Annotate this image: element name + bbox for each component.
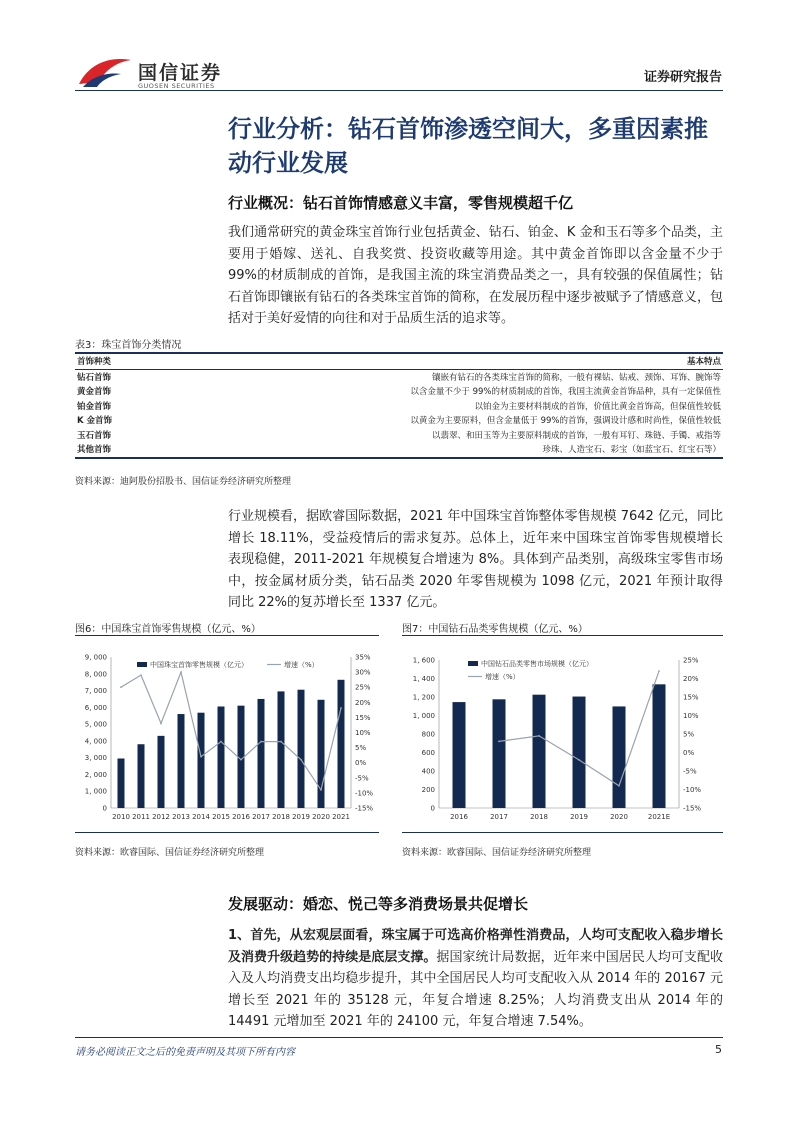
x-tick-label: 2019 [570, 813, 588, 821]
y-left-tick-label: 5, 000 [84, 720, 107, 729]
growth-point [320, 789, 322, 791]
x-tick-label: 2020 [610, 813, 628, 821]
x-tick-label: 2015 [212, 813, 230, 821]
y-left-tick-label: 9, 000 [84, 653, 107, 662]
bar [278, 691, 285, 808]
bar [258, 699, 265, 808]
fig7-chart [402, 640, 723, 830]
y-right-tick-label: 30% [355, 668, 371, 677]
y-left-tick-label: 1, 000 [84, 787, 107, 796]
legend-bar-label: 中国珠宝首饰零售规模（亿元） [150, 661, 248, 669]
section-title: 行业分析：钻石首饰渗透空间大，多重因素推动行业发展 [228, 115, 708, 177]
fig6-source: 资料来源：欧睿国际、国信证券经济研究所整理 [75, 848, 265, 858]
bar [118, 759, 125, 808]
fig7-title: 图7：中国钻石品类零售规模（亿元、%） [402, 624, 588, 635]
x-tick-label: 2017 [252, 813, 270, 821]
y-left-tick-label: 7, 000 [84, 687, 107, 696]
growth-point [658, 670, 660, 672]
subsection-title-drivers: 发展驱动：婚恋、悦己等多消费场景共促增长 [228, 895, 529, 913]
growth-line [121, 672, 341, 790]
table-cell-feature: 以黄金为主要原料，但含金量低于 99%的首饰，强调设计感和时尚性，保值性较低 [410, 416, 721, 427]
table-cell-category: K 金首饰 [77, 416, 113, 427]
growth-point [618, 785, 620, 787]
x-tick-label: 2021E [647, 813, 671, 821]
x-tick-label: 2020 [312, 813, 330, 821]
y-right-tick-label: -10% [683, 786, 702, 794]
bar [158, 736, 165, 808]
x-tick-label: 2013 [172, 813, 190, 821]
growth-point [140, 674, 142, 676]
x-tick-label: 2010 [112, 813, 130, 821]
fig7-source: 资料来源：欧睿国际、国信证券经济研究所整理 [402, 848, 592, 858]
y-right-tick-label: 15% [683, 693, 699, 702]
x-tick-label: 2012 [152, 813, 170, 821]
y-right-tick-label: 20% [355, 698, 371, 707]
growth-point [280, 741, 282, 743]
y-right-tick-label: 15% [355, 713, 371, 722]
growth-point [300, 759, 302, 761]
y-right-tick-label: 10% [683, 712, 699, 720]
logo [75, 54, 135, 90]
table-row [75, 369, 723, 384]
paragraph-drivers [228, 925, 723, 1033]
table-cell-feature: 以翡翠、和田玉等为主要原料制成的首饰，一般有耳钉、珠链、手镯、戒指等 [431, 430, 721, 441]
y-right-tick-label: 5% [355, 744, 367, 753]
growth-point [260, 741, 262, 743]
bar [198, 713, 205, 808]
y-left-tick-label: 0 [430, 804, 435, 813]
table-cell-feature: 镶嵌有钻石的各类珠宝首饰的简称，一般有裸钻、钻戒、颈饰、耳饰、腕饰等 [431, 372, 721, 383]
table-row [75, 399, 723, 414]
paragraph-intro: 我们通常研究的黄金珠宝首饰行业包括黄金、钻石、铂金、K 金和玉石等多个品类，主要用于婚嫁、送礼、自我奖赏、投资收藏等用途。其中黄金首饰即以含金量不少于 99%的材质制成的首饰，是我国主流的珠宝消费品类之一，具有较强的保值属性；钻石首饰即镶嵌有钻石的各类珠宝首饰的简称，在发展历程中逐步被赋予了情感意义，包括对于美好爱情的向往和对于品质生活的追求等。 [228, 225, 723, 326]
growth-point [160, 723, 162, 725]
legend-line-label: 增速（%） [284, 661, 319, 669]
y-left-tick-label: 8, 000 [84, 670, 107, 679]
x-tick-label: 2018 [272, 813, 290, 821]
legend-bar-swatch [137, 662, 147, 667]
table-title: 表3：珠宝首饰分类情况 [75, 340, 182, 351]
growth-point [180, 671, 182, 673]
x-tick-label: 2019 [292, 813, 310, 821]
x-tick-label: 2018 [530, 813, 548, 821]
page-number: 5 [715, 1043, 722, 1056]
x-tick-label: 2014 [192, 813, 210, 821]
bar [573, 697, 586, 808]
y-right-tick-label: 0% [683, 749, 695, 757]
bar [533, 695, 546, 808]
fig6-chart [75, 640, 383, 830]
y-right-tick-label: -15% [355, 804, 374, 813]
bar [298, 690, 305, 808]
bar [453, 702, 466, 808]
x-tick-label: 2017 [490, 813, 508, 821]
logo-name: 国信证券 [138, 62, 223, 84]
table-row [75, 428, 723, 443]
y-right-tick-label: 20% [683, 675, 699, 683]
fig7-bottom-rule [402, 832, 723, 833]
y-right-tick-label: -15% [683, 804, 702, 813]
growth-point [200, 756, 202, 758]
paragraph-drivers-lead: 1、首先，从宏观层面看，珠宝属于可选高价格弹性消费品，人均可支配收入稳步增长及消费升级趋势的持续是底层支撑。 [228, 928, 723, 965]
y-left-tick-label: 600 [421, 749, 435, 757]
legend-bar-label: 中国钻石品类零售市场规模（亿元） [481, 660, 593, 668]
bar [493, 699, 506, 808]
bar [653, 684, 666, 808]
table-cell-feature: 珍珠、人造宝石、彩宝（如蓝宝石、红宝石等） [147, 442, 723, 458]
y-right-tick-label: -10% [355, 789, 374, 798]
subsection-title-overview: 行业概况：钻石首饰情感意义丰富，零售规模超千亿 [228, 194, 574, 212]
x-tick-label: 2016 [232, 813, 250, 821]
bar [178, 714, 185, 808]
paragraph-market-size: 行业规模看，据欧睿国际数据，2021 年中国珠宝首饰整体零售规模 7642 亿元，同比增长 18.11%，受益疫情后的需求复苏。总体上，近年来中国珠宝首饰零售规模增长表现稳健，2011-2021 年规模复合增速为 8%。具体到产品类别，高级珠宝零售市场中，按金属材质分类，钻石品类 2020 年零售规模为 1098 亿元，2021 年预计取得同比 22%的复苏增长至 1337 亿元。 [228, 509, 723, 610]
y-left-tick-label: 400 [421, 767, 435, 776]
footer-divider [75, 1037, 723, 1038]
y-left-tick-label: 4, 000 [84, 737, 107, 746]
y-left-tick-label: 800 [421, 730, 435, 739]
growth-point [120, 686, 122, 688]
table-cell-category: 黄金首饰 [77, 387, 112, 398]
y-right-tick-label: 10% [355, 729, 371, 737]
growth-point [240, 759, 242, 761]
growth-point [578, 759, 580, 761]
table-cell-feature: 以含金量不少于 99%的材质制成的首饰，我国主流黄金首饰品种，具有一定保值性 [410, 387, 721, 398]
y-left-tick-label: 1, 000 [412, 712, 435, 720]
y-left-tick-label: 6, 000 [84, 703, 107, 712]
y-left-tick-label: 1, 400 [412, 675, 435, 683]
bar [318, 700, 325, 808]
bar [338, 680, 345, 808]
table-row [75, 413, 723, 428]
table-header-row [75, 353, 723, 369]
table-row [75, 384, 723, 399]
table-header-category: 首饰种类 [75, 353, 147, 369]
jewelry-category-table [75, 352, 723, 459]
x-tick-label: 2021 [332, 813, 350, 821]
y-left-tick-label: 1, 200 [412, 693, 435, 702]
x-tick-label: 2011 [132, 813, 150, 821]
y-right-tick-label: 25% [355, 683, 371, 692]
legend-bar-swatch [468, 661, 478, 666]
table-cell-category: 钻石首饰 [77, 372, 112, 383]
table-row [75, 442, 723, 458]
y-left-tick-label: 0 [102, 804, 107, 813]
y-left-tick-label: 200 [421, 786, 435, 794]
bar [218, 706, 225, 808]
table-cell-feature: 以铂金为主要材料制成的首饰，价值比黄金首饰高，但保值性较低 [474, 401, 721, 412]
growth-point [498, 741, 500, 743]
table-source: 资料来源：迪阿股份招股书、国信证券经济研究所整理 [75, 477, 292, 487]
fig7-title-rule [402, 635, 723, 636]
table-cell-category: 铂金首饰 [77, 401, 112, 412]
logo-subtitle: GUOSEN SECURITIES [138, 82, 215, 90]
y-right-tick-label: -5% [355, 774, 369, 783]
y-left-tick-label: 2, 000 [84, 770, 107, 779]
y-right-tick-label: 35% [355, 653, 371, 662]
y-right-tick-label: -5% [683, 767, 697, 776]
bar [613, 706, 626, 808]
table-cell-category: 玉石首饰 [77, 430, 112, 441]
x-tick-label: 2016 [450, 813, 468, 821]
table-cell-category: 其他首饰 [75, 442, 147, 458]
paragraph-drivers-body: 据国家统计局数据，近年来中国居民人均可支配收入及人均消费支出均稳步提升，其中全国居民人均可支配收入从 2014 年的 20167 元增长至 2021 年的 35128 元，年复合增速 8.25%；人均消费支出从 2014 年的 14491 元增加至 2021 年的 24100 元，年复合增速 7.54%。 [228, 949, 723, 1029]
table-header-features: 基本特点 [147, 353, 723, 369]
growth-point [538, 735, 540, 737]
header-divider [75, 90, 723, 91]
report-type: 证券研究报告 [643, 70, 722, 85]
footer-disclaimer: 请务必阅读正文之后的免责声明及其项下所有内容 [75, 1047, 295, 1058]
legend-line-label: 增速（%） [485, 673, 520, 681]
guosen-logo-icon [75, 54, 135, 90]
y-right-tick-label: 0% [355, 759, 367, 768]
fig6-title: 图6：中国珠宝首饰零售规模（亿元、%） [75, 624, 261, 635]
y-right-tick-label: 25% [683, 656, 699, 665]
bar [138, 744, 145, 808]
y-left-tick-label: 1, 600 [412, 656, 435, 665]
fig6-title-rule [75, 635, 379, 636]
fig6-bottom-rule [75, 832, 379, 833]
growth-point [340, 707, 342, 709]
y-left-tick-label: 3, 000 [84, 754, 107, 763]
growth-point [220, 741, 222, 743]
y-right-tick-label: 5% [683, 730, 695, 739]
